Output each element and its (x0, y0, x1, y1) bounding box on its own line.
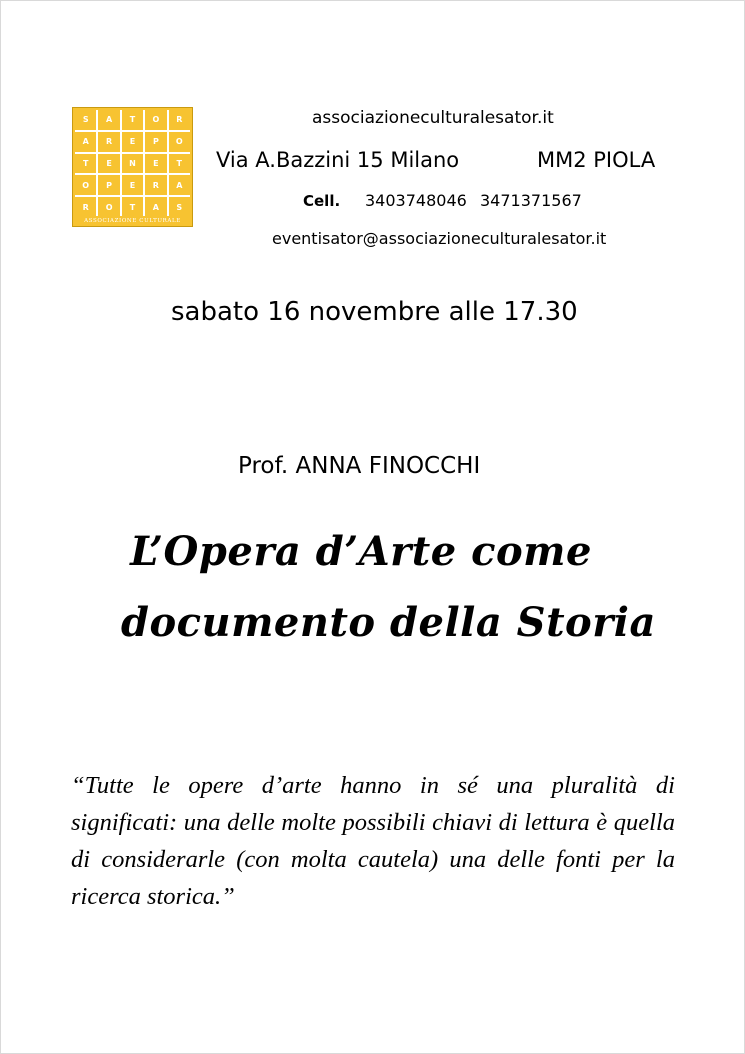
logo-letter: T (122, 197, 143, 217)
address-text: Via A.Bazzini 15 Milano (216, 148, 460, 172)
logo-caption: ASSOCIAZIONE CULTURALE (73, 216, 192, 226)
logo-letter: A (169, 175, 190, 195)
logo-letter: O (145, 110, 166, 130)
phone-number-2: 3471371567 (480, 191, 582, 210)
logo-letter: E (122, 132, 143, 152)
cell-label: Cell. (303, 192, 341, 210)
logo-letter: E (122, 175, 143, 195)
logo-letter: R (75, 197, 96, 217)
quote-paragraph: “Tutte le opere d’arte hanno in sé una pluralità di significati: una delle molte possibili chiavi di lettura è quella di considerarle (con molta cautela) una delle fonti per la ricerca storica.” (71, 772, 675, 910)
logo-letter: E (145, 154, 166, 174)
logo-letter: A (98, 110, 119, 130)
logo-letter: A (145, 197, 166, 217)
sator-logo (72, 107, 193, 227)
logo-letter: P (98, 175, 119, 195)
logo-letter: E (98, 154, 119, 174)
logo-letter: R (98, 132, 119, 152)
event-date: sabato 16 novembre alle 17.30 (171, 297, 578, 327)
logo-letter: S (169, 197, 190, 217)
email-link[interactable]: eventisator@associazioneculturalesator.it (272, 229, 607, 248)
event-title-line-1: L’Opera d’Arte come (130, 528, 592, 575)
logo-letter: O (169, 132, 190, 152)
logo-letter: S (75, 110, 96, 130)
logo-letter: O (98, 197, 119, 217)
logo-letter: N (122, 154, 143, 174)
logo-letter: O (75, 175, 96, 195)
logo-letter: R (145, 175, 166, 195)
sator-square-grid (75, 110, 190, 217)
logo-letter: T (75, 154, 96, 174)
logo-letter: P (145, 132, 166, 152)
website-link[interactable]: associazioneculturalesator.it (312, 108, 554, 128)
metro-station-text: MM2 PIOLA (537, 148, 656, 172)
speaker-name: Prof. ANNA FINOCCHI (238, 453, 481, 479)
logo-letter: T (169, 154, 190, 174)
logo-letter: A (75, 132, 96, 152)
logo-letter: R (169, 110, 190, 130)
phone-number-1: 3403748046 (365, 191, 467, 210)
event-title-line-2: documento della Storia (121, 599, 656, 646)
logo-letter: T (122, 110, 143, 130)
